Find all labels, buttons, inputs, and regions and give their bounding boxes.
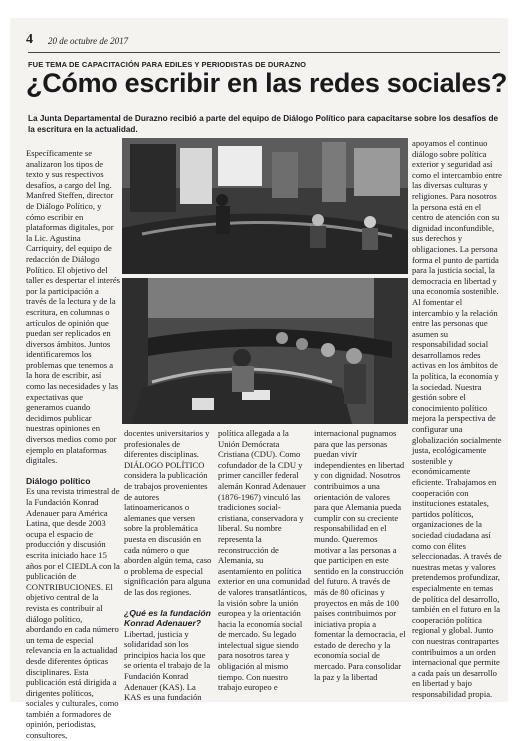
header-rule [28,52,500,53]
newspaper-page [10,18,508,741]
column-1-text-2: Es una revista trimestral de la Fundación Konrad Adenauer para América Latina, que desde 2003 ocupa el espacio de producción y discusión escrita iniciado hace 15 años por el CIEDLA con la publicación de CONTRIBUCIONES. El objetivo central de la revista es contribuir al diálogo político, abordando en cada número un tema de especial relevancia en la actualidad desde diferentes ópticas disciplinares. Esta publicación está dirigida a dirigentes políticos, sociales y culturales, como también a formadores de opinión, periodistas, consultores, [26,486,120,741]
article-column-2 [124,428,214,703]
workshop-photo-top [122,138,408,274]
workshop-photo-bottom [122,278,408,424]
article-column-5 [412,138,502,699]
column-1-text: Específicamente se analizaron los tipos de texto y sus respectivos desafíos, a cargo del Ing. Manfred Steffen, director de Diálogo Político, y cómo escribir en plataformas digitales, por la Lic. Agustina Carriquiry, del equipo de redacción de Diálogo Político. El objetivo del taller es despertar el interés por la participación a través de la lectura y de la escritura, en columnas o artículos de opinión que puedan ser replicados en diversos ámbitos. Juntos identificaremos los problemas que tenemos a la hora de escribir, así como las necesidades y las expectativas que generamos cuando decidimos publicar nuestras opiniones en diversos medios como por ejemplo en plataformas digitales. [26,148,121,466]
column-3-text: política allegada a la Unión Demócrata Cristiana (CDU). Como cofundador de la CDU y primer canciller federal alemán Konrad Adenauer (1876-1967) vinculó las tradiciones social-cristiana, conservadora y liberal. Su nombre representa la reconstrucción de Alemania, su asentamiento en política exterior en una comunidad de valores transatlánticos, la visión sobre la unión europea y la orientación hacia la economía social de mercado. Su legado intelectual sigue siendo para nosotros tarea y obligación al mismo tiempo. Con nuestro trabajo europeo e [218,428,310,693]
article-column-1 [26,148,120,741]
subhead-dialogo-politico: Diálogo político [26,475,91,486]
article-kicker: FUE TEMA DE CAPACITACIÓN PARA EDILES Y PERIODISTAS DE DURAZNO [28,60,307,69]
page-date: 20 de octubre de 2017 [48,36,129,46]
column-2-text-2: Libertad, justicia y solidaridad son los principios hacia los que se orienta el trabajo de la Fundación Konrad Adenauer (KAS). La KAS es una fundación [124,628,211,703]
column-5-text: apoyamos el continuo diálogo sobre política exterior y seguridad así como el intercambio entre las diversas culturas y religiones. Para nosotros la persona está en el centro de atención con su dignidad inconfundible, sus derechos y obligaciones. La persona forma el punto de partida para la justicia social, la democracia en libertad y una economía sostenible. Al fomentar el intercambio y la relación entre las personas que asumen su responsabilidad social desarrollamos redes activas en los ámbitos de la política, la economía y la sociedad. Nuestra gestión sobre el conocimiento político mejora la perspectiva de configurar una globalización socialmente justa, ecológicamente sostenible y económicamente eficiente. Trabajamos en cooperación con instituciones estatales, partidos políticos, organizaciones de la sociedad ciudadana así como con élites seleccionadas. A través de nuestras metas y valores pretendemos profundizar, especialmente en temas de política del desarrollo, también en el futuro en la cooperación política regional y global. Junto con nuestras contrapartes contribuimos a un orden internacional que permite a cada país un desarrollo en libertad y bajo responsabilidad propia. [412,138,502,699]
column-4-text: internacional pugnamos para que las personas puedan vivir independientes en libertad y con dignidad. Nosotros contribuimos a una orientación de valores para que Alemania pueda cumplir con su creciente responsabilidad en el mundo. Queremos motivar a las personas a que participen en este sentido en la construcción del futuro. A través de más de 80 oficinas y proyectos en más de 100 países contribuimos por iniciativa propia a fomentar la democracia, el estado de derecho y la economía social de mercado. Para consolidar la paz y la libertad [314,428,406,682]
article-headline: ¿Cómo escribir en las redes sociales? [26,68,508,98]
article-column-3 [218,428,310,693]
article-column-4 [314,428,406,682]
column-2-text: docentes universitarios y profesionales de diferentes disciplinas. DIÁLOGO POLÍTICO considera la publicación de trabajos provenientes de autores latinoamericanos o alemanes que versen sobre la problemática puesta en discusión en cada número o que aborden algún tema, caso o problema de especial significación para alguna de las dos regiones. [124,428,212,597]
page-number: 4 [26,32,33,47]
article-lead: La Junta Departamental de Durazno recibió a parte del equipo de Diálogo Político para capacitarse sobre los desafíos de la escritura en la actualidad. [28,114,498,134]
subhead-fundacion: ¿Qué es la fundación Konrad Adenauer? [124,607,211,629]
